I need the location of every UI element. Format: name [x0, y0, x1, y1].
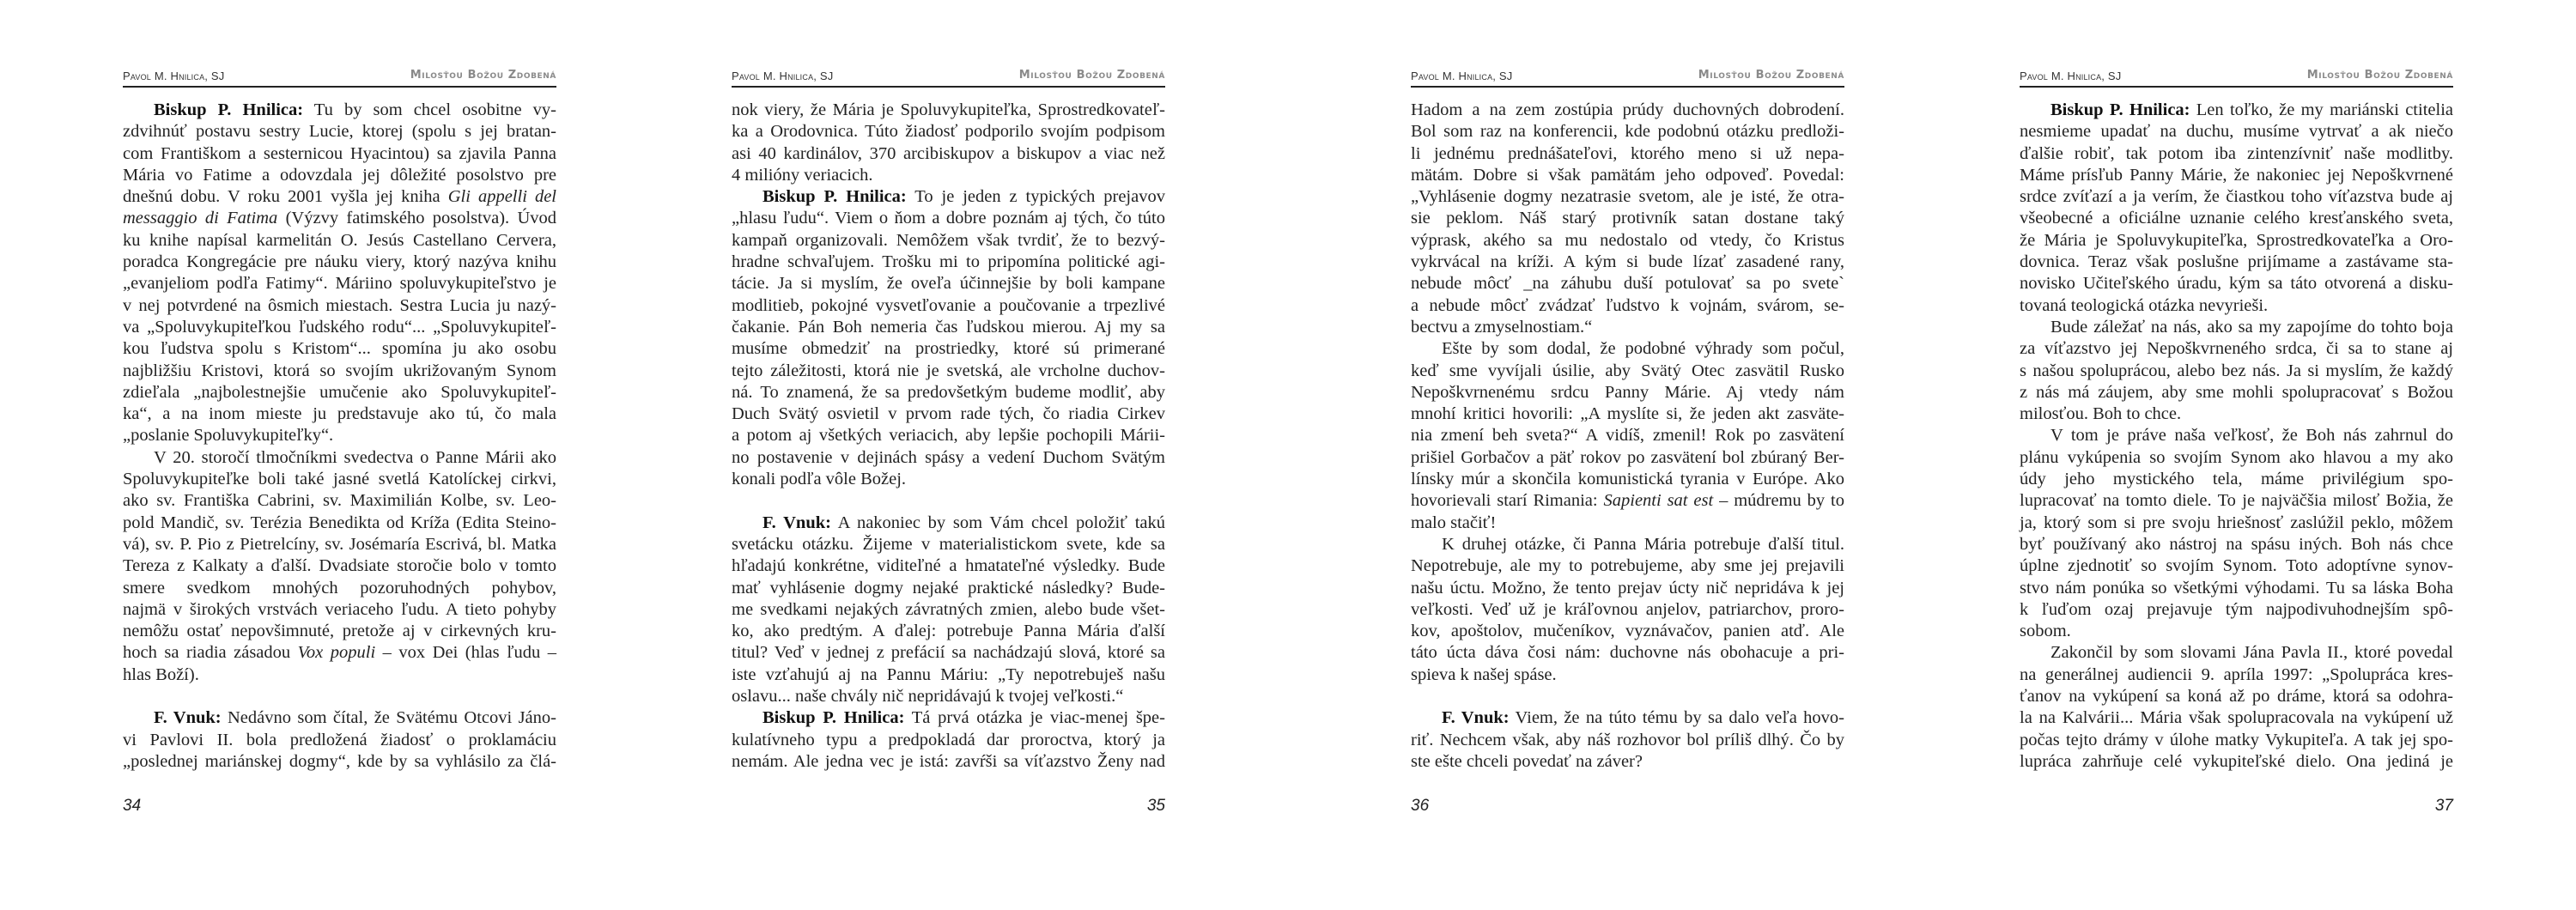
text-line	[123, 730, 556, 751]
line-text: sobom.	[2020, 622, 2071, 641]
text-line	[123, 403, 556, 425]
text-line	[2020, 686, 2453, 707]
speaker-label: F. Vnuk:	[1442, 708, 1510, 728]
text-line	[1411, 469, 1844, 490]
line-text: Ešte by som dodal, že podobné výhrady som počul,	[1442, 339, 1844, 359]
text-line	[2020, 513, 2453, 534]
line-text: stvo nám ponúka so všetkými výhodami. Tu sa láska Boha	[2020, 578, 2453, 598]
line-text: najbližšiu Kristovi, ktorá so svojím ukrižovaným Synom	[123, 361, 556, 380]
text-line	[1411, 252, 1844, 273]
line-text: zdieľala „najbolestnejšie umučenie ako Spoluvykupiteľ-	[123, 382, 556, 402]
text-line	[2020, 490, 2453, 512]
running-head-title: Milosťou Božou Zdobená	[2306, 69, 2453, 82]
line-text: ka“, a na inom mieste ju predstavuje ako tú, čo mala	[123, 404, 556, 424]
text-line	[2020, 403, 2453, 425]
line-text: nebude môcť _na záhubu duší potulovať sa po svete`	[1411, 274, 1844, 294]
text-line	[1411, 361, 1844, 382]
text-line	[1411, 555, 1844, 577]
text-line	[123, 100, 556, 121]
line-text: „hlasu ľudu“. Viem o ňom a dobre poznám aj tých, čo túto	[732, 209, 1165, 228]
line-text: – vox Dei (hlas ľudu –	[375, 643, 556, 663]
line-text: Len toľko, že my mariánski ctitelia	[2190, 100, 2453, 119]
running-head-author: Pavol M. Hnilica, SJ	[732, 70, 834, 82]
text-line	[123, 165, 556, 186]
text-line	[732, 382, 1165, 403]
running-head-author: Pavol M. Hnilica, SJ	[123, 70, 225, 82]
text-line	[123, 338, 556, 360]
line-text: úplne zjednotiť so svojím Synom. Toto adoptívne synov-	[2020, 556, 2453, 576]
text-line	[732, 230, 1165, 252]
line-text: lupráca zahrňuje celé vykupiteľské dielo. Ona jediná je	[2020, 751, 2453, 771]
text-line	[732, 338, 1165, 360]
line-text: milosťou. Boh to chce.	[2020, 404, 2182, 424]
line-text: iste vzťahujú aj na Pannu Máriu: „Ty nepotrebuješ našu	[732, 664, 1165, 684]
text-line	[1411, 186, 1844, 208]
paragraph-gap	[732, 490, 1165, 512]
line-text: v nej potvrdené na ôsmich miestach. Sestra Lucia ju nazý-	[123, 295, 556, 315]
text-line	[123, 121, 556, 143]
text-line	[2020, 751, 2453, 773]
text-line	[1411, 447, 1844, 469]
line-text: ja, ktorý som si pre svoju hriešnosť zaslúžil peklo, môžem	[2020, 513, 2453, 532]
italic-phrase: Sapienti sat est	[1603, 491, 1714, 511]
line-text: Tá prvá otázka je viac-menej špe-	[904, 708, 1165, 728]
line-text: titul? Veď v jednej z prefácií sa nachádzajú slová, ktoré sa	[732, 643, 1165, 663]
running-head	[123, 69, 556, 88]
line-text: „Vyhlásenie dogmy nezatrasie svetom, ale je isté, že otra-	[1411, 187, 1844, 207]
line-text: kou ľudstva spolu s Kristom“... spomína ju ako osobu	[123, 339, 556, 359]
text-line	[1411, 208, 1844, 229]
italic-phrase: Gli appelli del	[447, 187, 556, 207]
line-text: s našou spoluprácou, alebo bez nás. Ja si myslím, že každý	[2020, 361, 2453, 380]
text-line	[732, 469, 1165, 490]
paragraph-gap	[1411, 686, 1844, 707]
line-text: Nedávno som čítal, že Svätému Otcovi Jáno-	[221, 708, 556, 728]
text-line	[123, 621, 556, 642]
running-head	[1411, 69, 1844, 88]
text-line	[2020, 447, 2453, 469]
line-text: nemám. Ale jedna vec je istá: zavŕši sa víťazstvo Ženy nad	[732, 751, 1165, 771]
line-text: smere svedkom mnohých pozoruhodných pohybov,	[123, 578, 556, 598]
line-text: Zakončil by som slovami Jána Pavla II., ktoré povedal	[2050, 643, 2453, 663]
text-line	[732, 686, 1165, 707]
text-line	[1411, 707, 1844, 729]
line-text: Tereza z Kalkaty a ďalší. Dvadsiate storočie bolo v tomto	[123, 556, 556, 576]
text-line	[123, 425, 556, 446]
text-line	[2020, 664, 2453, 686]
text-line	[2020, 252, 2453, 273]
text-line	[123, 751, 556, 773]
line-text: prišiel Gorbačov a päť rokov po zasvätení bol zbúraný Ber-	[1411, 447, 1844, 467]
line-text: asi 40 kardinálov, 370 arcibiskupov a biskupov a viac než	[732, 143, 1165, 163]
page-body	[732, 100, 1165, 773]
line-text: poradca Kongregácie pre náuku viery, ktorý nazýva knihu	[123, 252, 556, 272]
text-line	[2020, 186, 2453, 208]
line-text: ste ešte chceli povedať na záver?	[1411, 751, 1643, 771]
text-line	[123, 534, 556, 555]
line-text: Bude záležať na nás, ako sa my zapojíme do tohto boja	[2050, 317, 2453, 337]
text-line	[1411, 382, 1844, 403]
text-line	[123, 230, 556, 252]
page-body	[1411, 100, 1844, 773]
page-35	[732, 0, 1165, 910]
line-text: Nepotrebuje, ale my to potrebujeme, aby sme jej prejavili	[1411, 556, 1844, 576]
text-line	[123, 186, 556, 208]
text-line	[2020, 121, 2453, 143]
text-line	[732, 642, 1165, 664]
text-line	[732, 361, 1165, 382]
line-text: vi Pavlovi II. bola predložená žiadosť o proklamáciu	[123, 730, 556, 749]
text-line	[732, 273, 1165, 294]
line-text: všeobecné a oficiálne uznanie celého kresťanského sveta,	[2020, 209, 2453, 228]
line-text: Spoluvykupiteľke boli také jasné svetlá Katolíckej cirkvi,	[123, 470, 556, 489]
line-text: ko, ako predtým. A ďalej: potrebuje Panna Mária ďalší	[732, 622, 1165, 641]
line-text: nemôžu ostať nepovšimnuté, pretože aj v cirkevných kru-	[123, 622, 556, 641]
text-line	[1411, 403, 1844, 425]
line-text: Hadom a na zem zostúpia prúdy duchovných dobrodení.	[1411, 100, 1844, 119]
text-line	[123, 208, 556, 229]
text-line	[1411, 730, 1844, 751]
text-line	[1411, 599, 1844, 621]
text-line	[1411, 664, 1844, 686]
text-line	[2020, 230, 2453, 252]
line-text: novisko Učiteľského úradu, kým sa táto otvorená a disku-	[2020, 274, 2453, 294]
text-line	[2020, 578, 2453, 599]
line-text: K druhej otázke, či Panna Mária potrebuje ďalší titul.	[1442, 534, 1844, 554]
text-line	[123, 490, 556, 512]
text-line	[123, 642, 556, 664]
line-text: hovorievali starí Rimania:	[1411, 491, 1604, 511]
text-line	[2020, 100, 2453, 121]
italic-phrase: Vox populi	[297, 643, 376, 663]
line-text: hlas Boží).	[123, 664, 199, 684]
page-body	[2020, 100, 2453, 773]
line-text: A nakoniec by som Vám chcel položiť takú	[830, 513, 1165, 532]
text-line	[2020, 338, 2453, 360]
text-line	[123, 382, 556, 403]
text-line	[1411, 273, 1844, 294]
text-line	[732, 100, 1165, 121]
page-number: 37	[2434, 797, 2453, 815]
text-line	[2020, 534, 2453, 555]
line-text: riť. Nechcem však, aby náš rozhovor bol príliš dlhý. Čo by	[1411, 730, 1844, 749]
text-line	[2020, 208, 2453, 229]
text-line	[732, 447, 1165, 469]
text-line	[732, 403, 1165, 425]
line-text: V tom je práve naša veľkosť, že Boh nás zahrnul do	[2050, 426, 2453, 446]
text-line	[1411, 143, 1844, 165]
line-text: k ľuďom ozaj prejavuje tým najpodivuhodnejším spô-	[2020, 599, 2453, 619]
line-text: Mária vo Fatime a odovzdala jej dôležité posolstvo pre	[123, 165, 556, 185]
line-text: lupracovať na tomto diele. To je najväčšia milosť Božia, že	[2020, 491, 2453, 511]
text-line	[732, 143, 1165, 165]
line-text: oslavu... naše chvály nič nepridávajú k tvojej veľkosti.“	[732, 687, 1124, 707]
line-text: mätám. Dobre si však pamätám jeho odpoveď. Povedal:	[1411, 165, 1844, 185]
text-line	[2020, 382, 2453, 403]
line-text: To je jeden z typických prejavov	[906, 187, 1165, 207]
line-text: sie peklom. Náš starý protivník satan dostane taký	[1411, 209, 1844, 228]
text-line	[2020, 273, 2453, 294]
line-text: dovnica. Teraz však poslušne prijímame a zastávame sta-	[2020, 252, 2453, 272]
text-line	[123, 664, 556, 686]
line-text: veľkosti. Veď už je kráľovnou anjelov, patriarchov, proro-	[1411, 599, 1844, 619]
line-text: vykrvácal na kríži. A kým si bude lízať zasadené rany,	[1411, 252, 1844, 272]
speaker-label: F. Vnuk:	[762, 513, 831, 532]
text-line	[1411, 751, 1844, 773]
line-text: kov, apoštolov, mučeníkov, vyznávačov, panien atď. Ale	[1411, 622, 1844, 641]
text-line	[1411, 121, 1844, 143]
line-text: Bol som raz na konferencii, kde podobnú otázku predloži-	[1411, 122, 1844, 142]
text-line	[123, 469, 556, 490]
running-head-author: Pavol M. Hnilica, SJ	[1411, 70, 1513, 82]
line-text: mnohí kritici hovorili: „A myslíte si, že jeden akt zasväte-	[1411, 404, 1844, 424]
line-text: „poslanie Spoluvykupiteľky“.	[123, 426, 334, 446]
line-text: že Mária je Spoluvykupiteľka, Sprostredkovateľka a Oro-	[2020, 230, 2453, 250]
text-line	[732, 121, 1165, 143]
line-text: ná. To znamená, že sa predovšetkým budeme modliť, aby	[732, 382, 1165, 402]
text-line	[1411, 534, 1844, 555]
text-line	[1411, 642, 1844, 664]
text-line	[123, 361, 556, 382]
line-text: modlitieb, pokojné vysvetľovanie a poučovanie a trpezlivé	[732, 295, 1165, 315]
line-text: hradne schvaľujem. Trošku mi to pripomína politické agi-	[732, 252, 1165, 272]
text-line	[123, 143, 556, 165]
text-line	[732, 252, 1165, 273]
text-line	[732, 425, 1165, 446]
line-text: najmä v širokých vrstvách veriaceho ľudu. A tieto pohyby	[123, 599, 556, 619]
line-text: ťanov na vykúpení sa koná až po dráme, ktorá sa odohra-	[2020, 687, 2453, 707]
text-line	[732, 707, 1165, 729]
speaker-label: Biskup P. Hnilica:	[2050, 100, 2190, 119]
line-text: „poslednej mariánskej dogmy“, kde by sa vyhlásilo za člá-	[123, 751, 556, 771]
text-line	[2020, 621, 2453, 642]
line-text: li jednému prednášateľovi, ktorého meno si už nepa-	[1411, 143, 1844, 163]
line-text: va „Spoluvykupiteľkou ľudského rodu“... „Spoluvykupiteľ-	[123, 317, 556, 337]
running-head	[2020, 69, 2453, 88]
text-line	[2020, 295, 2453, 317]
text-line	[2020, 555, 2453, 577]
text-line	[732, 664, 1165, 686]
line-text: výprask, akého sa mu nedostalo od vtedy, čo Kristus	[1411, 230, 1844, 250]
line-text: kulatívneho typu a predpokladá dar proroctva, ktorý ja	[732, 730, 1165, 749]
text-line	[2020, 730, 2453, 751]
page-34	[123, 0, 556, 910]
line-text: nok viery, že Mária je Spoluvykupiteľka, Sprostredkovateľ-	[732, 100, 1165, 119]
line-text: čakanie. Pán Boh nemeria čas ľudskou mierou. Aj my sa	[732, 317, 1165, 337]
speaker-label: F. Vnuk:	[154, 708, 222, 728]
text-line	[1411, 100, 1844, 121]
text-line	[732, 165, 1165, 186]
line-text: a potom aj všetkých veriacich, aby lepšie pochopili Márii-	[732, 426, 1165, 446]
text-line	[732, 208, 1165, 229]
line-text: nia zmení beh sveta?“ A vidíš, zmenil! Rok po zasvätení	[1411, 426, 1844, 446]
line-text: údy jeho mystického tela, máme privilégium spo-	[2020, 470, 2453, 489]
speaker-label: Biskup P. Hnilica:	[762, 187, 907, 207]
paragraph-gap	[123, 686, 556, 707]
line-text: V 20. storočí tlmočníkmi svedectva o Panne Márii ako	[154, 447, 556, 467]
text-line	[1411, 425, 1844, 446]
line-text: (Výzvy fatimského posolstva). Úvod	[277, 209, 556, 228]
line-text: Duch Svätý osvietil v prvom rade tých, čo riadia Cirkev	[732, 404, 1165, 424]
line-text: pold Mandič, sv. Terézia Benedikta od Kríža (Edita Steino-	[123, 513, 556, 532]
text-line	[123, 447, 556, 469]
line-text: táto úcta dáva čosi nám: duchovne nás obohacuje a pri-	[1411, 643, 1844, 663]
speaker-label: Biskup P. Hnilica:	[154, 100, 304, 119]
line-text: ku knihe napísal karmelitán O. Jesús Castellano Cervera,	[123, 230, 556, 250]
line-text: na generálnej audiencii 9. apríla 1997: „Spolupráca kres-	[2020, 664, 2453, 684]
text-line	[2020, 425, 2453, 446]
line-text: musíme obmedziť na prostriedky, ktoré sú primerané	[732, 339, 1165, 359]
line-text: počas tejto drámy v úlohe matky Vykupiteľa. A tak jej spo-	[2020, 730, 2453, 749]
text-line	[2020, 361, 2453, 382]
line-text: com Františkom a sesternicou Hyacintou) sa zjavila Panna	[123, 143, 556, 163]
text-line	[1411, 165, 1844, 186]
text-line	[732, 317, 1165, 338]
text-line	[732, 186, 1165, 208]
line-text: srdce zvíťazí a ja verím, že čiastkou toho víťazstva bude aj	[2020, 187, 2453, 207]
text-line	[123, 252, 556, 273]
running-head	[732, 69, 1165, 88]
text-line	[2020, 165, 2453, 186]
line-text: našu úctu. Možno, že tento prejav úcty nič nepridáva k jej	[1411, 578, 1844, 598]
italic-phrase: messaggio di Fatima	[123, 209, 278, 228]
line-text: Nepoškvrnenému srdcu Panny Márie. Aj vtedy nám	[1411, 382, 1844, 402]
line-text: z nás má záujem, aby sme mohli spolupracovať s Božou	[2020, 382, 2453, 402]
text-line	[2020, 599, 2453, 621]
line-text: no postavenie v dejinách spásy a vedení Duchom Svätým	[732, 447, 1165, 467]
line-text: plánu vykúpenia so svojím Synom ako hlavou a my ako	[2020, 447, 2453, 467]
text-line	[1411, 230, 1844, 252]
text-line	[123, 273, 556, 294]
line-text: dnešnú dobu. V roku 2001 vyšla jej kniha	[123, 187, 448, 207]
line-text: tovaná teologická otázka nevyrieši.	[2020, 295, 2269, 315]
text-line	[1411, 578, 1844, 599]
line-text: ka a Orodovnica. Túto žiadosť podporilo svojím podpisom	[732, 122, 1165, 142]
line-text: la na Kalvárii... Mária však spolupracovala na vykúpení už	[2020, 708, 2453, 728]
text-line	[732, 578, 1165, 599]
text-line	[123, 707, 556, 729]
text-line	[2020, 707, 2453, 729]
page-number: 35	[1146, 797, 1165, 815]
line-text: 4 milióny veriacich.	[732, 165, 873, 185]
text-line	[123, 513, 556, 534]
line-text: hoch sa riadia zásadou	[123, 643, 298, 663]
line-text: tácie. Ja si myslím, že oveľa účinnejšie by boli kampane	[732, 274, 1165, 294]
line-text: spieva k našej spáse.	[1411, 664, 1557, 684]
text-line	[1411, 513, 1844, 534]
line-text: konali podľa vôle Božej.	[732, 470, 907, 489]
line-text: – múdremu by to	[1713, 491, 1845, 511]
text-line	[732, 555, 1165, 577]
running-head-title: Milosťou Božou Zdobená	[1698, 69, 1844, 82]
page-body	[123, 100, 556, 773]
text-line	[732, 513, 1165, 534]
text-line	[2020, 143, 2453, 165]
text-line	[1411, 621, 1844, 642]
line-text: byť používaný ako nástroj na spásu iných. Boh nás chce	[2020, 534, 2453, 554]
page-number: 34	[123, 797, 142, 815]
text-line	[732, 730, 1165, 751]
line-text: keď sme vyvíjali úsilie, aby Svätý Otec zasvätil Rusko	[1411, 361, 1844, 380]
line-text: Tu by som chcel osobitne vy-	[303, 100, 556, 119]
line-text: ďalšie robiť, tak potom iba zintenzívniť naše modlitby.	[2020, 143, 2453, 163]
page-36	[1411, 0, 1844, 910]
text-line	[2020, 642, 2453, 664]
text-line	[732, 599, 1165, 621]
line-text: hľadajú konkrétne, viditeľné a hmatateľné výsledky. Bude	[732, 556, 1165, 576]
speaker-label: Biskup P. Hnilica:	[762, 708, 905, 728]
text-line	[123, 578, 556, 599]
text-line	[123, 317, 556, 338]
line-text: malo stačiť!	[1411, 513, 1497, 532]
running-head-title: Milosťou Božou Zdobená	[1018, 69, 1165, 82]
text-line	[1411, 490, 1844, 512]
text-line	[732, 534, 1165, 555]
line-text: vá), sv. P. Pio z Pietrelcíny, sv. Josémaría Escrivá, bl. Matka	[123, 534, 556, 554]
text-line	[1411, 338, 1844, 360]
line-text: Máme prísľub Panny Márie, že nakoniec jej Nepoškvrnené	[2020, 165, 2453, 185]
line-text: svetácku otázku. Žijeme v materialistickom svete, kde sa	[732, 534, 1165, 554]
text-line	[123, 599, 556, 621]
line-text: kampaň organizovali. Nemôžem však tvrdiť, že to bezvý-	[732, 230, 1165, 250]
line-text: me svedkami nejakých závratných zmien, alebo bude všet-	[732, 599, 1165, 619]
page-number: 36	[1411, 797, 1430, 815]
line-text: zdvihnúť postavu sestry Lucie, ktorej (spolu s jej bratan-	[123, 122, 556, 142]
line-text: mať vyhlásenie dogmy nejaké praktické následky? Bude-	[732, 578, 1165, 598]
line-text: línsky múr a skončila komunistická tyrania v Európe. Ako	[1411, 470, 1844, 489]
line-text: „evanjeliom podľa Fatimy“. Máriino spoluvykupiteľstvo je	[123, 274, 556, 294]
running-head-title: Milosťou Božou Zdobená	[410, 69, 556, 82]
running-head-author: Pavol M. Hnilica, SJ	[2020, 70, 2122, 82]
text-line	[732, 295, 1165, 317]
line-text: a nebude môcť zvádzať ľudstvo k vojnám, svárom, se-	[1411, 295, 1844, 315]
page-37	[2020, 0, 2453, 910]
text-line	[123, 295, 556, 317]
line-text: tejto záležitosti, ktorá nie je svetská, ale vrcholne duchov-	[732, 361, 1165, 380]
text-line	[732, 621, 1165, 642]
line-text: Viem, že na túto tému by sa dalo veľa hovo-	[1509, 708, 1844, 728]
line-text: nesmieme upadať na duchu, musíme vytrvať a ak niečo	[2020, 122, 2453, 142]
text-line	[732, 751, 1165, 773]
text-line	[1411, 317, 1844, 338]
text-line	[123, 555, 556, 577]
line-text: bectvu a zmyselnostiam.“	[1411, 317, 1593, 337]
line-text: ako sv. Františka Cabrini, sv. Maximilián Kolbe, sv. Leo-	[123, 491, 556, 511]
text-line	[2020, 469, 2453, 490]
text-line	[1411, 295, 1844, 317]
line-text: za víťazstvo jej Nepoškvrneného srdca, či sa to stane aj	[2020, 339, 2453, 359]
text-line	[2020, 317, 2453, 338]
